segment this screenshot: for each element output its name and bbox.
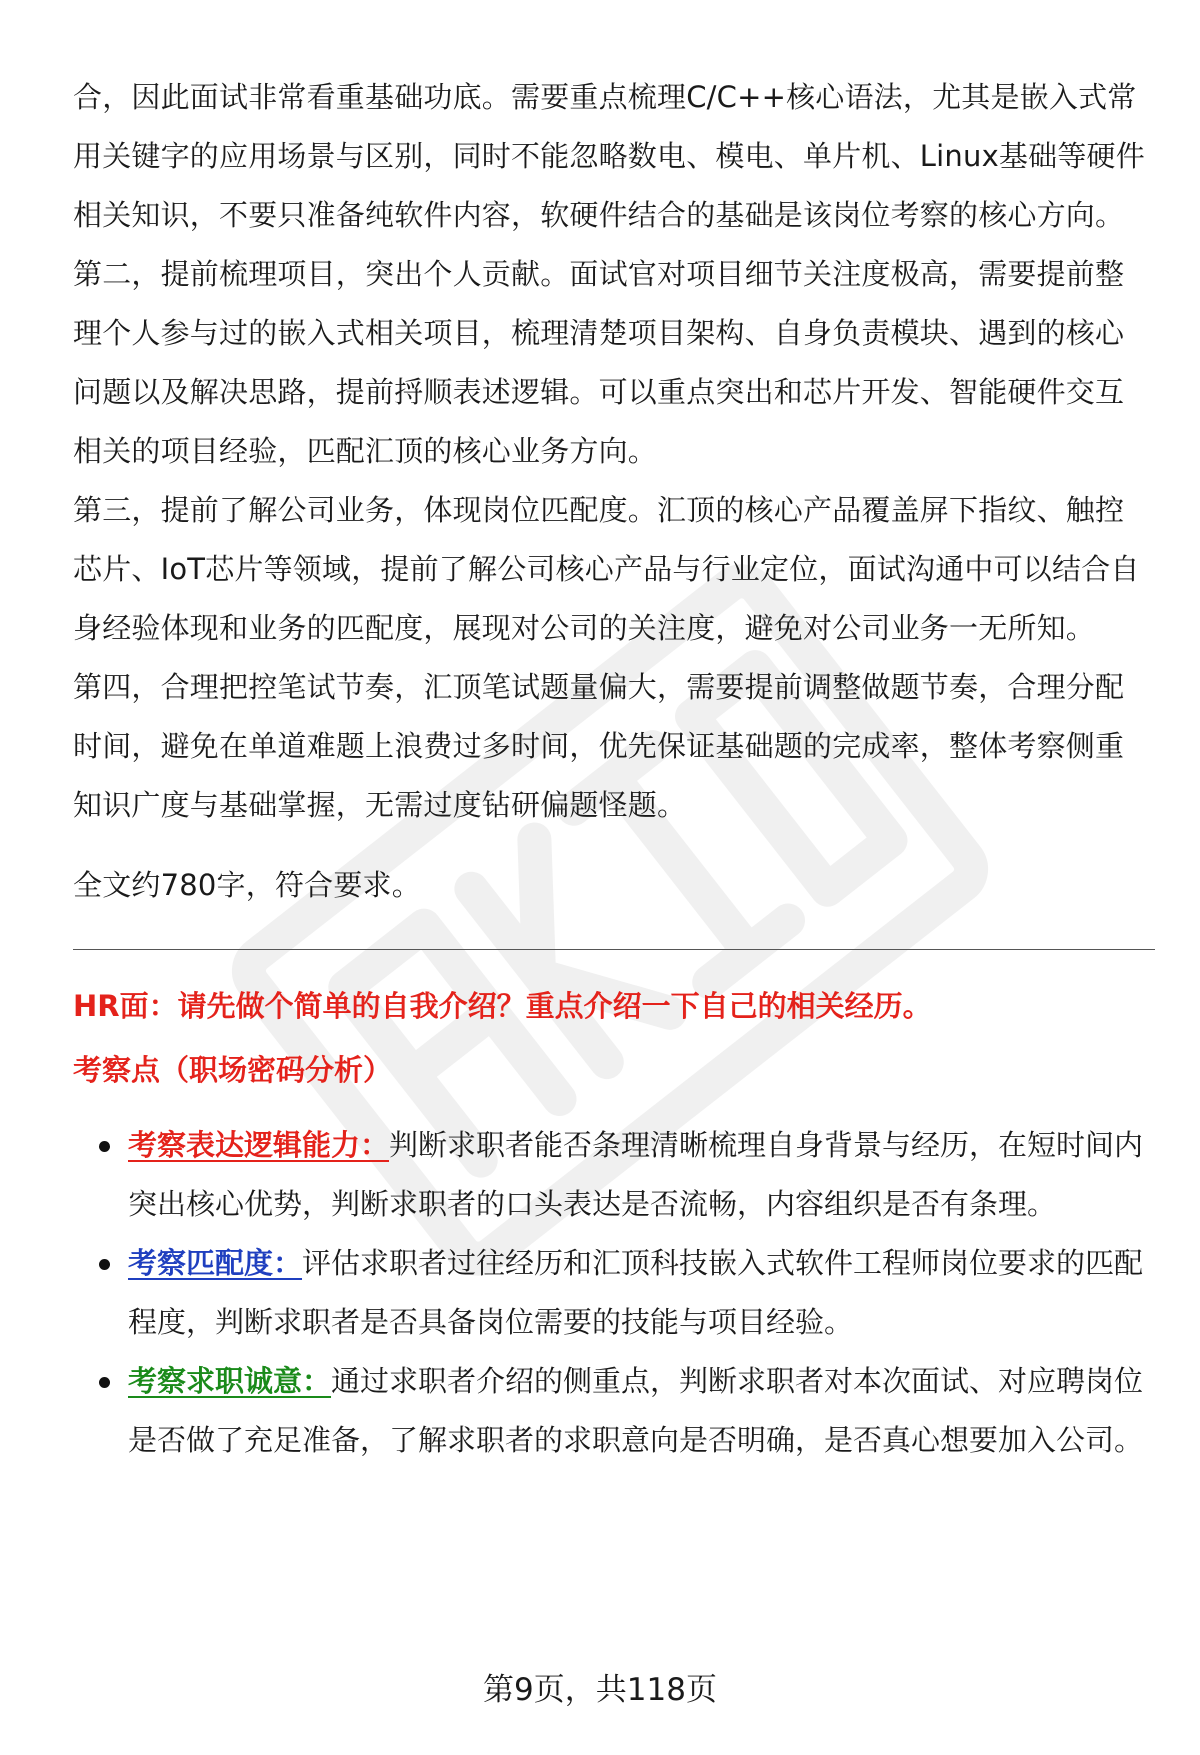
page-number-footer: 第9页，共118页 [483, 1672, 717, 1708]
hr-question-heading: HR面：请先做个简单的自我介绍？重点介绍一下自己的相关经历。 [73, 989, 932, 1023]
assessment-point-key: 考察匹配度： [128, 1246, 303, 1280]
bullet-icon [99, 1259, 110, 1270]
word-count-summary: 全文约780字，符合要求。 [73, 868, 421, 902]
assessment-point-key: 考察表达逻辑能力： [128, 1128, 390, 1162]
assessment-point-key: 考察求职诚意： [128, 1364, 332, 1398]
body-paragraph-1: 合，因此面试非常看重基础功底。需要重点梳理C/C++核心语法，尤其是嵌入式常用关键字的应用场景与区别，同时不能忽略数电、模电、单片机、Linux基础等硬件相关知识，不要只准备纯软件内容，软硬件结合的基础是该岗位考察的核心方向。 [73, 80, 1145, 232]
section-divider [73, 949, 1155, 950]
assessment-points-list [73, 1116, 1153, 1470]
assessment-point-logic [73, 1116, 1153, 1234]
assessment-point-fit [73, 1234, 1153, 1352]
body-paragraph-4: 第四，合理把控笔试节奏，汇顶笔试题量偏大，需要提前调整做题节奏，合理分配时间，避免在单道难题上浪费过多时间，优先保证基础题的完成率，整体考察侧重知识广度与基础掌握，无需过度钻研偏题怪题。 [73, 670, 1125, 822]
assessment-point-text: 通过求职者介绍的侧重点，判断求职者对本次面试、对应聘岗位是否做了充足准备，了解求职者的求职意向是否明确，是否真心想要加入公司。 [128, 1364, 1144, 1457]
assessment-point-text: 评估求职者过往经历和汇顶科技嵌入式软件工程师岗位要求的匹配程度，判断求职者是否具备岗位需要的技能与项目经验。 [128, 1246, 1144, 1339]
bullet-icon [99, 1141, 110, 1152]
bullet-icon [99, 1377, 110, 1388]
assessment-points-heading: 考察点（职场密码分析） [73, 1053, 393, 1087]
assessment-point-text: 判断求职者能否条理清晰梳理自身背景与经历，在短时间内突出核心优势，判断求职者的口头表达是否流畅，内容组织是否有条理。 [128, 1128, 1144, 1221]
assessment-point-sincerity [73, 1352, 1153, 1470]
body-paragraph-2: 第二，提前梳理项目，突出个人贡献。面试官对项目细节关注度极高，需要提前整理个人参与过的嵌入式相关项目，梳理清楚项目架构、自身负责模块、遇到的核心问题以及解决思路，提前捋顺表述逻辑。可以重点突出和芯片开发、智能硬件交互相关的项目经验，匹配汇顶的核心业务方向。 [73, 257, 1125, 468]
page-content [73, 68, 1153, 1470]
body-paragraph-3: 第三，提前了解公司业务，体现岗位匹配度。汇顶的核心产品覆盖屏下指纹、触控芯片、IoT芯片等领域，提前了解公司核心产品与行业定位，面试沟通中可以结合自身经验体现和业务的匹配度，展现对公司的关注度，避免对公司业务一无所知。 [73, 493, 1140, 645]
